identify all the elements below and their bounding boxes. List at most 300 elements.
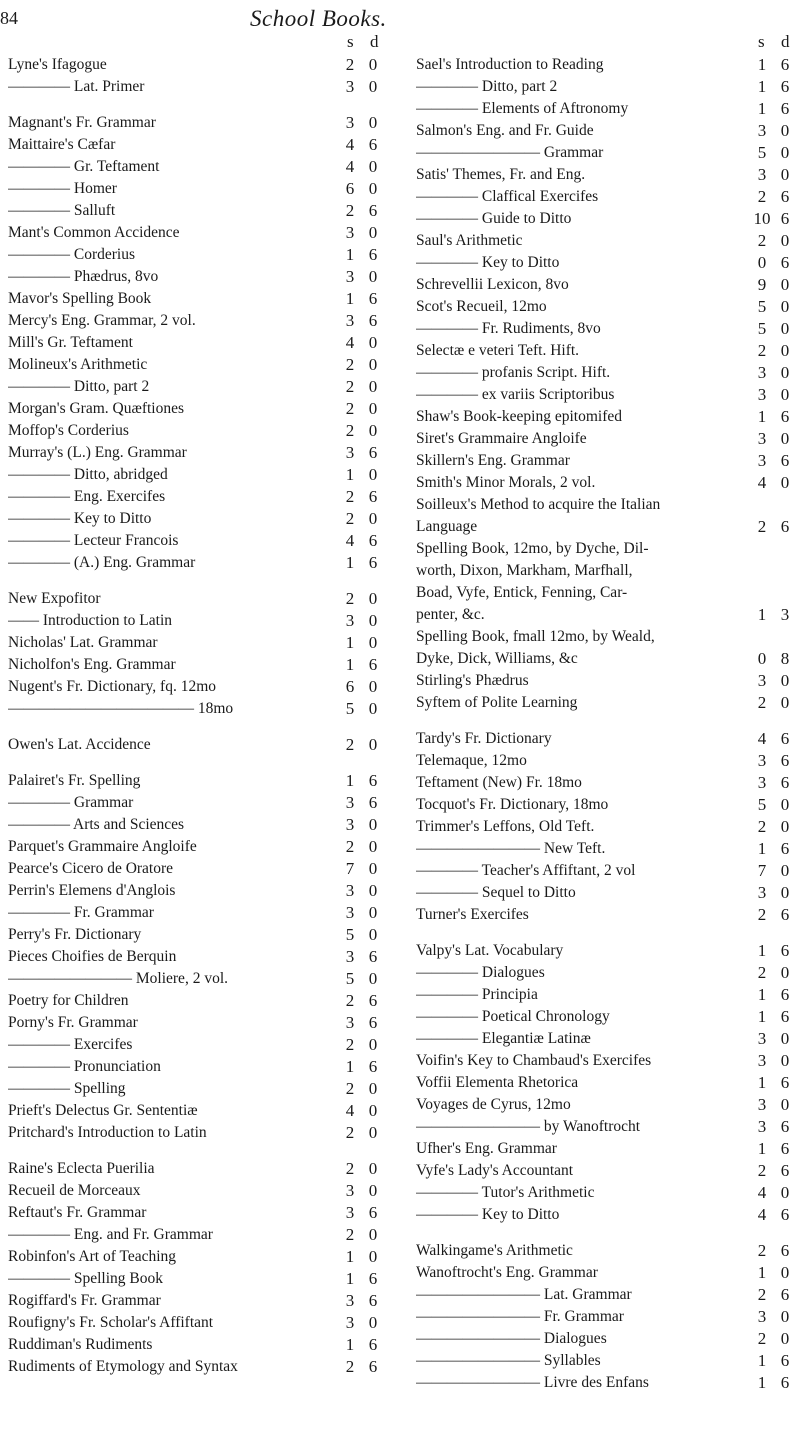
book-title: Perrin's Elemens d'Anglois: [8, 882, 176, 899]
price-pence: 0: [780, 1051, 790, 1070]
book-entry: [8, 552, 408, 574]
book-title: ———— Homer: [8, 180, 117, 197]
price-shillings: 1: [757, 605, 767, 624]
price-shillings: 3: [345, 793, 355, 812]
book-entry: [416, 230, 801, 252]
book-entry: [8, 968, 408, 990]
book-entry: [416, 472, 801, 494]
book-title: Dyke, Dick, Williams, &c: [416, 650, 578, 667]
book-title: ———— Fr. Grammar: [8, 904, 154, 921]
book-title: Recueil de Morceaux: [8, 1182, 141, 1199]
price-pence: 0: [368, 223, 378, 242]
book-entry: [416, 98, 801, 120]
price-shillings: 3: [345, 113, 355, 132]
price-shillings: 2: [345, 589, 355, 608]
book-title: Language: [416, 518, 478, 535]
book-entry: [8, 200, 408, 222]
book-title: ———— Grammar: [8, 794, 134, 811]
book-entry: [8, 310, 408, 332]
price-shillings: 5: [345, 699, 355, 718]
price-pence: 0: [780, 861, 790, 880]
price-pence: 6: [368, 311, 378, 330]
book-entry: [416, 1094, 801, 1116]
book-title: Saul's Arithmetic: [416, 232, 523, 249]
book-entry: [416, 1182, 801, 1204]
book-entry: [8, 178, 408, 200]
book-entry: [8, 1034, 408, 1056]
price-pence: 0: [780, 341, 790, 360]
book-title: Nicholas' Lat. Grammar: [8, 634, 158, 651]
price-shillings: 2: [345, 735, 355, 754]
book-entry: [416, 384, 801, 406]
book-entry: [8, 244, 408, 266]
price-shillings: 3: [757, 751, 767, 770]
book-entry: [416, 604, 801, 626]
book-title: Parquet's Grammaire Angloife: [8, 838, 197, 855]
price-shillings: 1: [757, 1351, 767, 1370]
price-shillings: 3: [757, 1307, 767, 1326]
book-title: Ruddiman's Rudiments: [8, 1336, 153, 1353]
price-pence: 0: [368, 837, 378, 856]
book-title: Satis' Themes, Fr. and Eng.: [416, 166, 586, 183]
price-pence: 0: [368, 1159, 378, 1178]
price-pence: 6: [780, 773, 790, 792]
book-title: Raine's Eclecta Puerilia: [8, 1160, 155, 1177]
price-shillings: 4: [345, 135, 355, 154]
book-entry: [416, 1284, 801, 1306]
price-shillings: 4: [345, 531, 355, 550]
book-entry: [8, 880, 408, 902]
price-pence: 0: [368, 1225, 378, 1244]
price-pence: 6: [368, 245, 378, 264]
book-title: ———————— Fr. Grammar: [416, 1308, 624, 1325]
book-entry: [416, 362, 801, 384]
book-title: Rogiffard's Fr. Grammar: [8, 1292, 161, 1309]
price-pence: 0: [780, 1095, 790, 1114]
book-entry: [416, 728, 801, 750]
price-pence: 0: [780, 1329, 790, 1348]
book-title: Moffop's Corderius: [8, 422, 129, 439]
book-title: ———— Tutor's Arithmetic: [416, 1184, 595, 1201]
book-title: Ufher's Eng. Grammar: [416, 1140, 557, 1157]
book-entry: [416, 560, 801, 582]
price-shillings: 2: [757, 231, 767, 250]
price-pence: 3: [780, 605, 790, 624]
book-title: ———— Guide to Ditto: [416, 210, 572, 227]
book-entry: [416, 750, 801, 772]
book-title: Spelling Book, fmall 12mo, by Weald,: [416, 628, 655, 645]
price-pence: 0: [368, 925, 378, 944]
book-entry: [8, 76, 408, 98]
book-entry: [416, 274, 801, 296]
book-entry: [416, 1350, 801, 1372]
book-title: Tardy's Fr. Dictionary: [416, 730, 552, 747]
book-title: ———————— Syllables: [416, 1352, 601, 1369]
book-title: Robinfon's Art of Teaching: [8, 1248, 177, 1265]
price-pence: 0: [368, 903, 378, 922]
price-shillings: 2: [345, 377, 355, 396]
price-shillings: 2: [345, 1357, 355, 1376]
price-pence: 0: [780, 671, 790, 690]
price-pence: 6: [368, 655, 378, 674]
book-title: ———— ex variis Scriptoribus: [416, 386, 615, 403]
price-pence: 6: [368, 793, 378, 812]
price-shillings: 1: [757, 1139, 767, 1158]
book-entry: [8, 858, 408, 880]
section-gap: [416, 1226, 801, 1240]
price-pence: 0: [780, 165, 790, 184]
price-shillings: 2: [345, 1035, 355, 1054]
right-column-header: [416, 32, 801, 54]
book-title: Pritchard's Introduction to Latin: [8, 1124, 207, 1141]
price-pence: 6: [780, 1073, 790, 1092]
price-pence: 0: [368, 355, 378, 374]
book-title: Murray's (L.) Eng. Grammar: [8, 444, 187, 461]
price-shillings: 1: [345, 1057, 355, 1076]
price-shillings: 3: [757, 1095, 767, 1114]
book-entry: [8, 530, 408, 552]
section-gap: [8, 98, 408, 112]
book-entry: [8, 442, 408, 464]
book-title: Lyne's Ifagogue: [8, 56, 107, 73]
book-title: Porny's Fr. Grammar: [8, 1014, 138, 1031]
price-shillings: 1: [345, 771, 355, 790]
price-shillings: 1: [345, 655, 355, 674]
price-shillings: 5: [757, 319, 767, 338]
price-pence: 6: [780, 187, 790, 206]
book-title: Voifin's Key to Chambaud's Exercifes: [416, 1052, 652, 1069]
page-number: 84: [0, 8, 18, 28]
book-entry: [8, 332, 408, 354]
price-shillings: 3: [345, 443, 355, 462]
book-title: Siret's Grammaire Angloife: [416, 430, 587, 447]
book-title: Morgan's Gram. Quæftiones: [8, 400, 185, 417]
book-title: Palairet's Fr. Spelling: [8, 772, 141, 789]
price-pence: 6: [368, 1269, 378, 1288]
book-entry: [8, 288, 408, 310]
price-shillings: 2: [345, 1159, 355, 1178]
book-title: ———— Exercifes: [8, 1036, 133, 1053]
section-gap: [416, 926, 801, 940]
section-gap: [416, 714, 801, 728]
book-entry: [8, 508, 408, 530]
book-entry: [8, 54, 408, 76]
book-entry: [416, 940, 801, 962]
price-shillings: 1: [345, 289, 355, 308]
price-pence: 0: [368, 267, 378, 286]
book-title: ———— Ditto, part 2: [416, 78, 558, 95]
book-title: ———————————— 18mo: [8, 700, 234, 717]
book-title: Vyfe's Lady's Accountant: [416, 1162, 574, 1179]
price-pence: 6: [780, 209, 790, 228]
price-shillings: 7: [757, 861, 767, 880]
book-entry: [416, 1328, 801, 1350]
book-title: Stirling's Phædrus: [416, 672, 529, 689]
price-pence: 6: [780, 77, 790, 96]
price-pence: 6: [780, 839, 790, 858]
price-pence: 6: [780, 407, 790, 426]
price-pence: 6: [780, 905, 790, 924]
price-pence: 6: [368, 771, 378, 790]
book-title: ———— profanis Script. Hift.: [416, 364, 611, 381]
book-title: —— Introduction to Latin: [8, 612, 173, 629]
price-shillings: 5: [345, 969, 355, 988]
price-pence: 0: [368, 677, 378, 696]
price-shillings: 1: [345, 1269, 355, 1288]
price-pence: 6: [780, 1161, 790, 1180]
price-pence: 6: [780, 1117, 790, 1136]
price-pence: 6: [780, 1139, 790, 1158]
price-pence: 0: [368, 399, 378, 418]
book-entry: [8, 1356, 408, 1378]
book-entry: [8, 1180, 408, 1202]
book-entry: [416, 76, 801, 98]
left-book-list: [8, 54, 408, 1378]
book-entry: [8, 990, 408, 1012]
price-pence: 0: [368, 815, 378, 834]
book-entry: [416, 186, 801, 208]
book-entry: [416, 1006, 801, 1028]
price-shillings: 1: [757, 55, 767, 74]
price-shillings: 2: [757, 693, 767, 712]
price-pence: 0: [368, 1181, 378, 1200]
book-entry: [416, 54, 801, 76]
price-shillings: 3: [345, 1203, 355, 1222]
price-pence: 6: [780, 729, 790, 748]
book-entry: [8, 676, 408, 698]
price-pence: 6: [780, 985, 790, 1004]
price-pence: 0: [368, 881, 378, 900]
book-entry: [8, 156, 408, 178]
book-entry: [8, 902, 408, 924]
book-entry: [8, 1290, 408, 1312]
price-pence: 0: [368, 1035, 378, 1054]
price-shillings: 0: [757, 253, 767, 272]
book-entry: [416, 860, 801, 882]
book-entry: [416, 252, 801, 274]
price-pence: 0: [780, 429, 790, 448]
price-shillings: 2: [345, 1225, 355, 1244]
book-title: Smith's Minor Morals, 2 vol.: [416, 474, 596, 491]
price-shillings: 3: [345, 611, 355, 630]
book-entry: [416, 1116, 801, 1138]
price-pence: 0: [368, 1247, 378, 1266]
price-shillings: 3: [757, 121, 767, 140]
section-gap: [8, 574, 408, 588]
price-shillings: 2: [345, 1123, 355, 1142]
book-entry: [416, 984, 801, 1006]
book-title: Perry's Fr. Dictionary: [8, 926, 142, 943]
book-entry: [8, 924, 408, 946]
price-pence: 6: [368, 201, 378, 220]
book-title: ———— Ditto, part 2: [8, 378, 150, 395]
book-title: ———— Elements of Aftronomy: [416, 100, 629, 117]
price-shillings: 2: [345, 991, 355, 1010]
price-shillings: 2: [345, 55, 355, 74]
price-shillings: 3: [345, 815, 355, 834]
book-entry: [8, 792, 408, 814]
price-shillings: 5: [345, 925, 355, 944]
book-title: Mant's Common Accidence: [8, 224, 180, 241]
book-title: ———— Eng. Exercifes: [8, 488, 166, 505]
book-title: Prieft's Delectus Gr. Sententiæ: [8, 1102, 198, 1119]
book-title: Molineux's Arithmetic: [8, 356, 148, 373]
price-shillings: 2: [345, 487, 355, 506]
shillings-header: s: [347, 32, 354, 51]
book-entry: [8, 946, 408, 968]
book-entry: [8, 1078, 408, 1100]
book-entry: [8, 770, 408, 792]
price-pence: 0: [368, 465, 378, 484]
book-title: Valpy's Lat. Vocabulary: [416, 942, 564, 959]
book-entry: [8, 734, 408, 756]
price-pence: 0: [780, 121, 790, 140]
price-shillings: 1: [757, 1373, 767, 1392]
book-entry: [8, 1158, 408, 1180]
price-pence: 0: [368, 55, 378, 74]
price-shillings: 2: [345, 509, 355, 528]
price-pence: 6: [368, 289, 378, 308]
price-pence: 0: [368, 113, 378, 132]
price-pence: 6: [368, 1203, 378, 1222]
book-title: ———— Dialogues: [416, 964, 545, 981]
book-entry: [416, 670, 801, 692]
price-shillings: 2: [345, 837, 355, 856]
price-shillings: 1: [345, 465, 355, 484]
book-title: Scot's Recueil, 12mo: [416, 298, 547, 315]
book-title: ———— Pronunciation: [8, 1058, 161, 1075]
price-shillings: 3: [345, 311, 355, 330]
book-title: ———————— Lat. Grammar: [416, 1286, 632, 1303]
price-shillings: 4: [345, 157, 355, 176]
price-shillings: 3: [757, 883, 767, 902]
price-shillings: 10: [753, 209, 771, 228]
price-shillings: 1: [757, 941, 767, 960]
book-entry: [8, 698, 408, 720]
book-entry: [416, 164, 801, 186]
book-title: Pearce's Cicero de Oratore: [8, 860, 174, 877]
price-shillings: 2: [757, 341, 767, 360]
book-entry: [416, 904, 801, 926]
price-shillings: 7: [345, 859, 355, 878]
section-gap: [8, 720, 408, 734]
book-title: Boad, Vyfe, Entick, Fenning, Car-: [416, 584, 628, 601]
price-pence: 0: [368, 1079, 378, 1098]
price-shillings: 2: [757, 187, 767, 206]
price-pence: 6: [780, 1351, 790, 1370]
price-shillings: 2: [757, 1241, 767, 1260]
book-title: ———— Principia: [416, 986, 538, 1003]
price-pence: 0: [368, 421, 378, 440]
price-shillings: 9: [757, 275, 767, 294]
price-pence: 0: [368, 1313, 378, 1332]
book-entry: [8, 632, 408, 654]
book-entry: [416, 1050, 801, 1072]
book-entry: [8, 398, 408, 420]
book-title: ———— Lecteur Francois: [8, 532, 179, 549]
book-entry: [8, 1334, 408, 1356]
book-title: Pieces Choifies de Berquin: [8, 948, 177, 965]
book-entry: [8, 464, 408, 486]
pence-header: d: [781, 32, 790, 51]
price-shillings: 1: [757, 985, 767, 1004]
book-title: Maittaire's Cæfar: [8, 136, 116, 153]
shillings-header: s: [758, 32, 765, 51]
price-pence: 6: [368, 1057, 378, 1076]
price-pence: 0: [368, 377, 378, 396]
book-title: New Expofitor: [8, 590, 101, 607]
price-pence: 0: [780, 1029, 790, 1048]
book-entry: [8, 1202, 408, 1224]
price-shillings: 0: [757, 649, 767, 668]
price-pence: 0: [780, 143, 790, 162]
price-shillings: 1: [345, 1247, 355, 1266]
price-pence: 6: [368, 553, 378, 572]
book-title: ———— Fr. Rudiments, 8vo: [416, 320, 601, 337]
price-pence: 6: [780, 751, 790, 770]
book-entry: [416, 340, 801, 362]
price-shillings: 4: [757, 729, 767, 748]
price-pence: 0: [368, 179, 378, 198]
price-shillings: 1: [757, 407, 767, 426]
book-title: Schrevellii Lexicon, 8vo: [416, 276, 569, 293]
book-entry: [416, 296, 801, 318]
book-entry: [416, 648, 801, 670]
book-entry: [8, 222, 408, 244]
book-entry: [416, 1204, 801, 1226]
price-shillings: 2: [345, 421, 355, 440]
book-title: ———— Key to Ditto: [416, 254, 560, 271]
price-shillings: 3: [345, 903, 355, 922]
book-entry: [416, 318, 801, 340]
book-title: ———————— Moliere, 2 vol.: [8, 970, 228, 987]
price-pence: 6: [780, 1373, 790, 1392]
price-shillings: 3: [757, 1051, 767, 1070]
price-pence: 8: [780, 649, 790, 668]
book-title: Soilleux's Method to acquire the Italian: [416, 496, 661, 513]
price-shillings: 3: [345, 1181, 355, 1200]
price-pence: 0: [780, 297, 790, 316]
right-book-list: [416, 54, 801, 1394]
book-title: Sael's Introduction to Reading: [416, 56, 604, 73]
price-shillings: 4: [757, 1205, 767, 1224]
price-shillings: 3: [345, 947, 355, 966]
book-title: Walkingame's Arithmetic: [416, 1242, 573, 1259]
price-shillings: 1: [757, 99, 767, 118]
book-title: Shaw's Book-keeping epitomifed: [416, 408, 622, 425]
book-entry: [8, 610, 408, 632]
book-title: ———————— New Teft.: [416, 840, 606, 857]
price-shillings: 4: [757, 1183, 767, 1202]
book-title: ———— Gr. Teftament: [8, 158, 160, 175]
price-pence: 0: [780, 363, 790, 382]
section-gap: [8, 756, 408, 770]
book-title: Spelling Book, 12mo, by Dyche, Dil-: [416, 540, 649, 557]
price-shillings: 1: [757, 77, 767, 96]
price-pence: 0: [368, 969, 378, 988]
price-shillings: 3: [345, 267, 355, 286]
book-title: Poetry for Children: [8, 992, 129, 1009]
book-title: ———— Corderius: [8, 246, 136, 263]
price-shillings: 3: [757, 671, 767, 690]
price-pence: 6: [780, 253, 790, 272]
book-title: Nugent's Fr. Dictionary, fq. 12mo: [8, 678, 217, 695]
price-shillings: 2: [345, 201, 355, 220]
price-pence: 6: [368, 1291, 378, 1310]
price-pence: 6: [780, 517, 790, 536]
book-entry: [8, 266, 408, 288]
price-pence: 0: [780, 1307, 790, 1326]
